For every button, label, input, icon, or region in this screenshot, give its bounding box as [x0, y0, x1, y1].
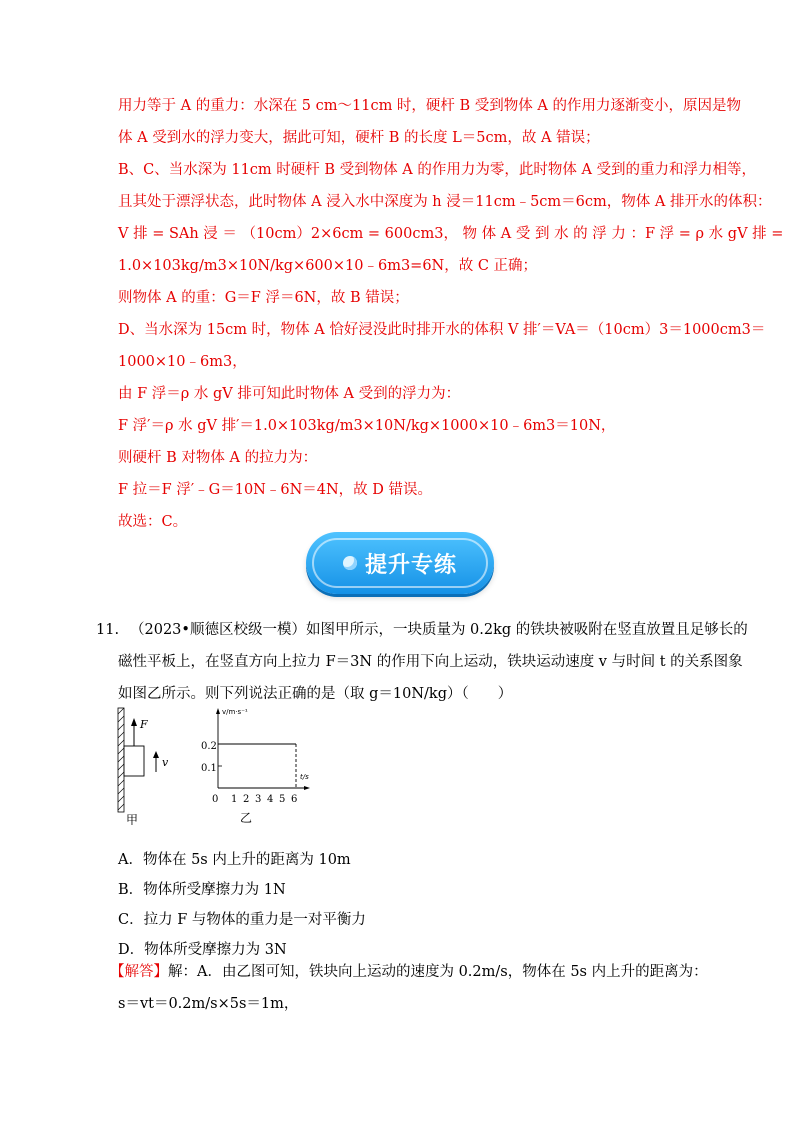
option-a: A．物体在 5s 内上升的距离为 10m	[118, 852, 351, 868]
solution-line: 用力等于 A 的重力：水深在 5 cm～11cm 时，硬杆 B 受到物体 A 的作用力逐渐变小，原因是物	[118, 98, 741, 114]
section-badge-inner	[312, 538, 488, 588]
solution-line: F 拉＝F 浮′﹣G＝10N﹣6N＝4N，故 D 错误。	[118, 482, 433, 498]
figure-yi-chart	[201, 708, 310, 825]
x-tick-label: 6	[291, 794, 298, 805]
figure-yi-label: 乙	[240, 811, 253, 825]
x-tick-label: 5	[279, 794, 286, 805]
question-text-line: 磁性平板上，在竖直方向上拉力 F＝3N 的作用下向上运动，铁块运动速度 v 与时间 t 的关系图象	[118, 654, 743, 670]
solution-line: 1.0×103kg/m3×10N/kg×600×10﹣6m3=6N，故 C 正确；	[118, 258, 538, 274]
question-text-line: （2023•顺德区校级一模）如图甲所示，一块质量为 0.2kg 的铁块被吸附在竖直放置且足够长的	[130, 622, 748, 638]
solution-line: 由 F 浮＝ρ 水 gV 排可知此时物体 A 受到的浮力为：	[118, 386, 461, 402]
section-badge	[306, 532, 494, 594]
option-c: C．拉力 F 与物体的重力是一对平衡力	[118, 912, 366, 928]
section-badge-label: 提升专练	[364, 552, 457, 578]
answer-text: 解：A．由乙图可知，铁块向上运动的速度为 0.2m/s，物体在 5s 内上升的距离为：	[168, 964, 708, 980]
y-axis-label: v/m·s⁻¹	[222, 708, 248, 716]
iron-block	[124, 746, 144, 776]
y-tick-label: 0.1	[201, 763, 217, 774]
solution-line: D、当水深为 15cm 时，物体 A 恰好浸没此时排开水的体积 V 排′＝VA＝（10cm）3＝1000cm3＝	[118, 322, 766, 338]
force-label: F	[140, 718, 148, 731]
solution-line: 则硬杆 B 对物体 A 的拉力为：	[118, 450, 318, 466]
x-tick-label: 0	[212, 794, 219, 805]
x-tick-label: 4	[267, 794, 274, 805]
solution-line: 则物体 A 的重：G＝F 浮＝6N，故 B 错误；	[118, 290, 409, 306]
answer-line	[110, 962, 708, 982]
figure-jia	[118, 708, 169, 825]
solution-line: 且其处于漂浮状态，此时物体 A 浸入水中深度为 h 浸＝11cm﹣5cm＝6cm，物体 A 排开水的体积：	[118, 194, 772, 210]
velocity-label: v	[162, 756, 169, 769]
solution-line: V 排 = SAh 浸 ＝ （10cm）2×6cm = 600cm3， 物 体 A 受 到 水 的 浮 力 ：F 浮 = ρ 水 gV 排 =	[118, 226, 784, 242]
answer-tag: 【解答】	[110, 964, 168, 980]
answer-line-2: s＝vt＝0.2m/s×5s＝1m，	[118, 996, 299, 1012]
question-number: 11.	[96, 622, 120, 638]
force-arrowhead	[131, 718, 137, 726]
wall-hatching	[118, 708, 124, 810]
x-tick-label: 2	[243, 794, 250, 805]
solution-line: B、C、当水深为 11cm 时硬杆 B 受到物体 A 的作用力为零，此时物体 A 受到的重力和浮力相等，	[118, 162, 757, 178]
solution-line: F 浮′＝ρ 水 gV 排′＝1.0×103kg/m3×10N/kg×1000×10﹣6m3＝10N，	[118, 418, 616, 434]
option-b: B．物体所受摩擦力为 1N	[118, 882, 286, 898]
x-axis-arrowhead	[304, 786, 310, 790]
x-axis-label: t/s	[300, 773, 309, 781]
option-d: D．物体所受摩擦力为 3N	[118, 942, 287, 958]
solution-line: 体 A 受到水的浮力变大，据此可知，硬杆 B 的长度 L＝5cm，故 A 错误；	[118, 130, 600, 146]
solution-line: 1000×10﹣6m3，	[118, 354, 247, 370]
bubble-icon	[343, 556, 357, 570]
question-text-line: 如图乙所示。则下列说法正确的是（取 g＝10N/kg）（ ）	[118, 686, 513, 702]
x-tick-label: 3	[255, 794, 262, 805]
solution-line: 故选：C。	[118, 514, 188, 530]
y-axis-arrowhead	[216, 708, 220, 714]
y-tick-label: 0.2	[201, 741, 217, 752]
velocity-arrowhead	[153, 751, 159, 758]
question-figure	[110, 700, 320, 825]
magnetic-plate	[118, 708, 124, 812]
x-tick-label: 1	[231, 794, 238, 805]
figure-jia-label: 甲	[126, 813, 139, 825]
